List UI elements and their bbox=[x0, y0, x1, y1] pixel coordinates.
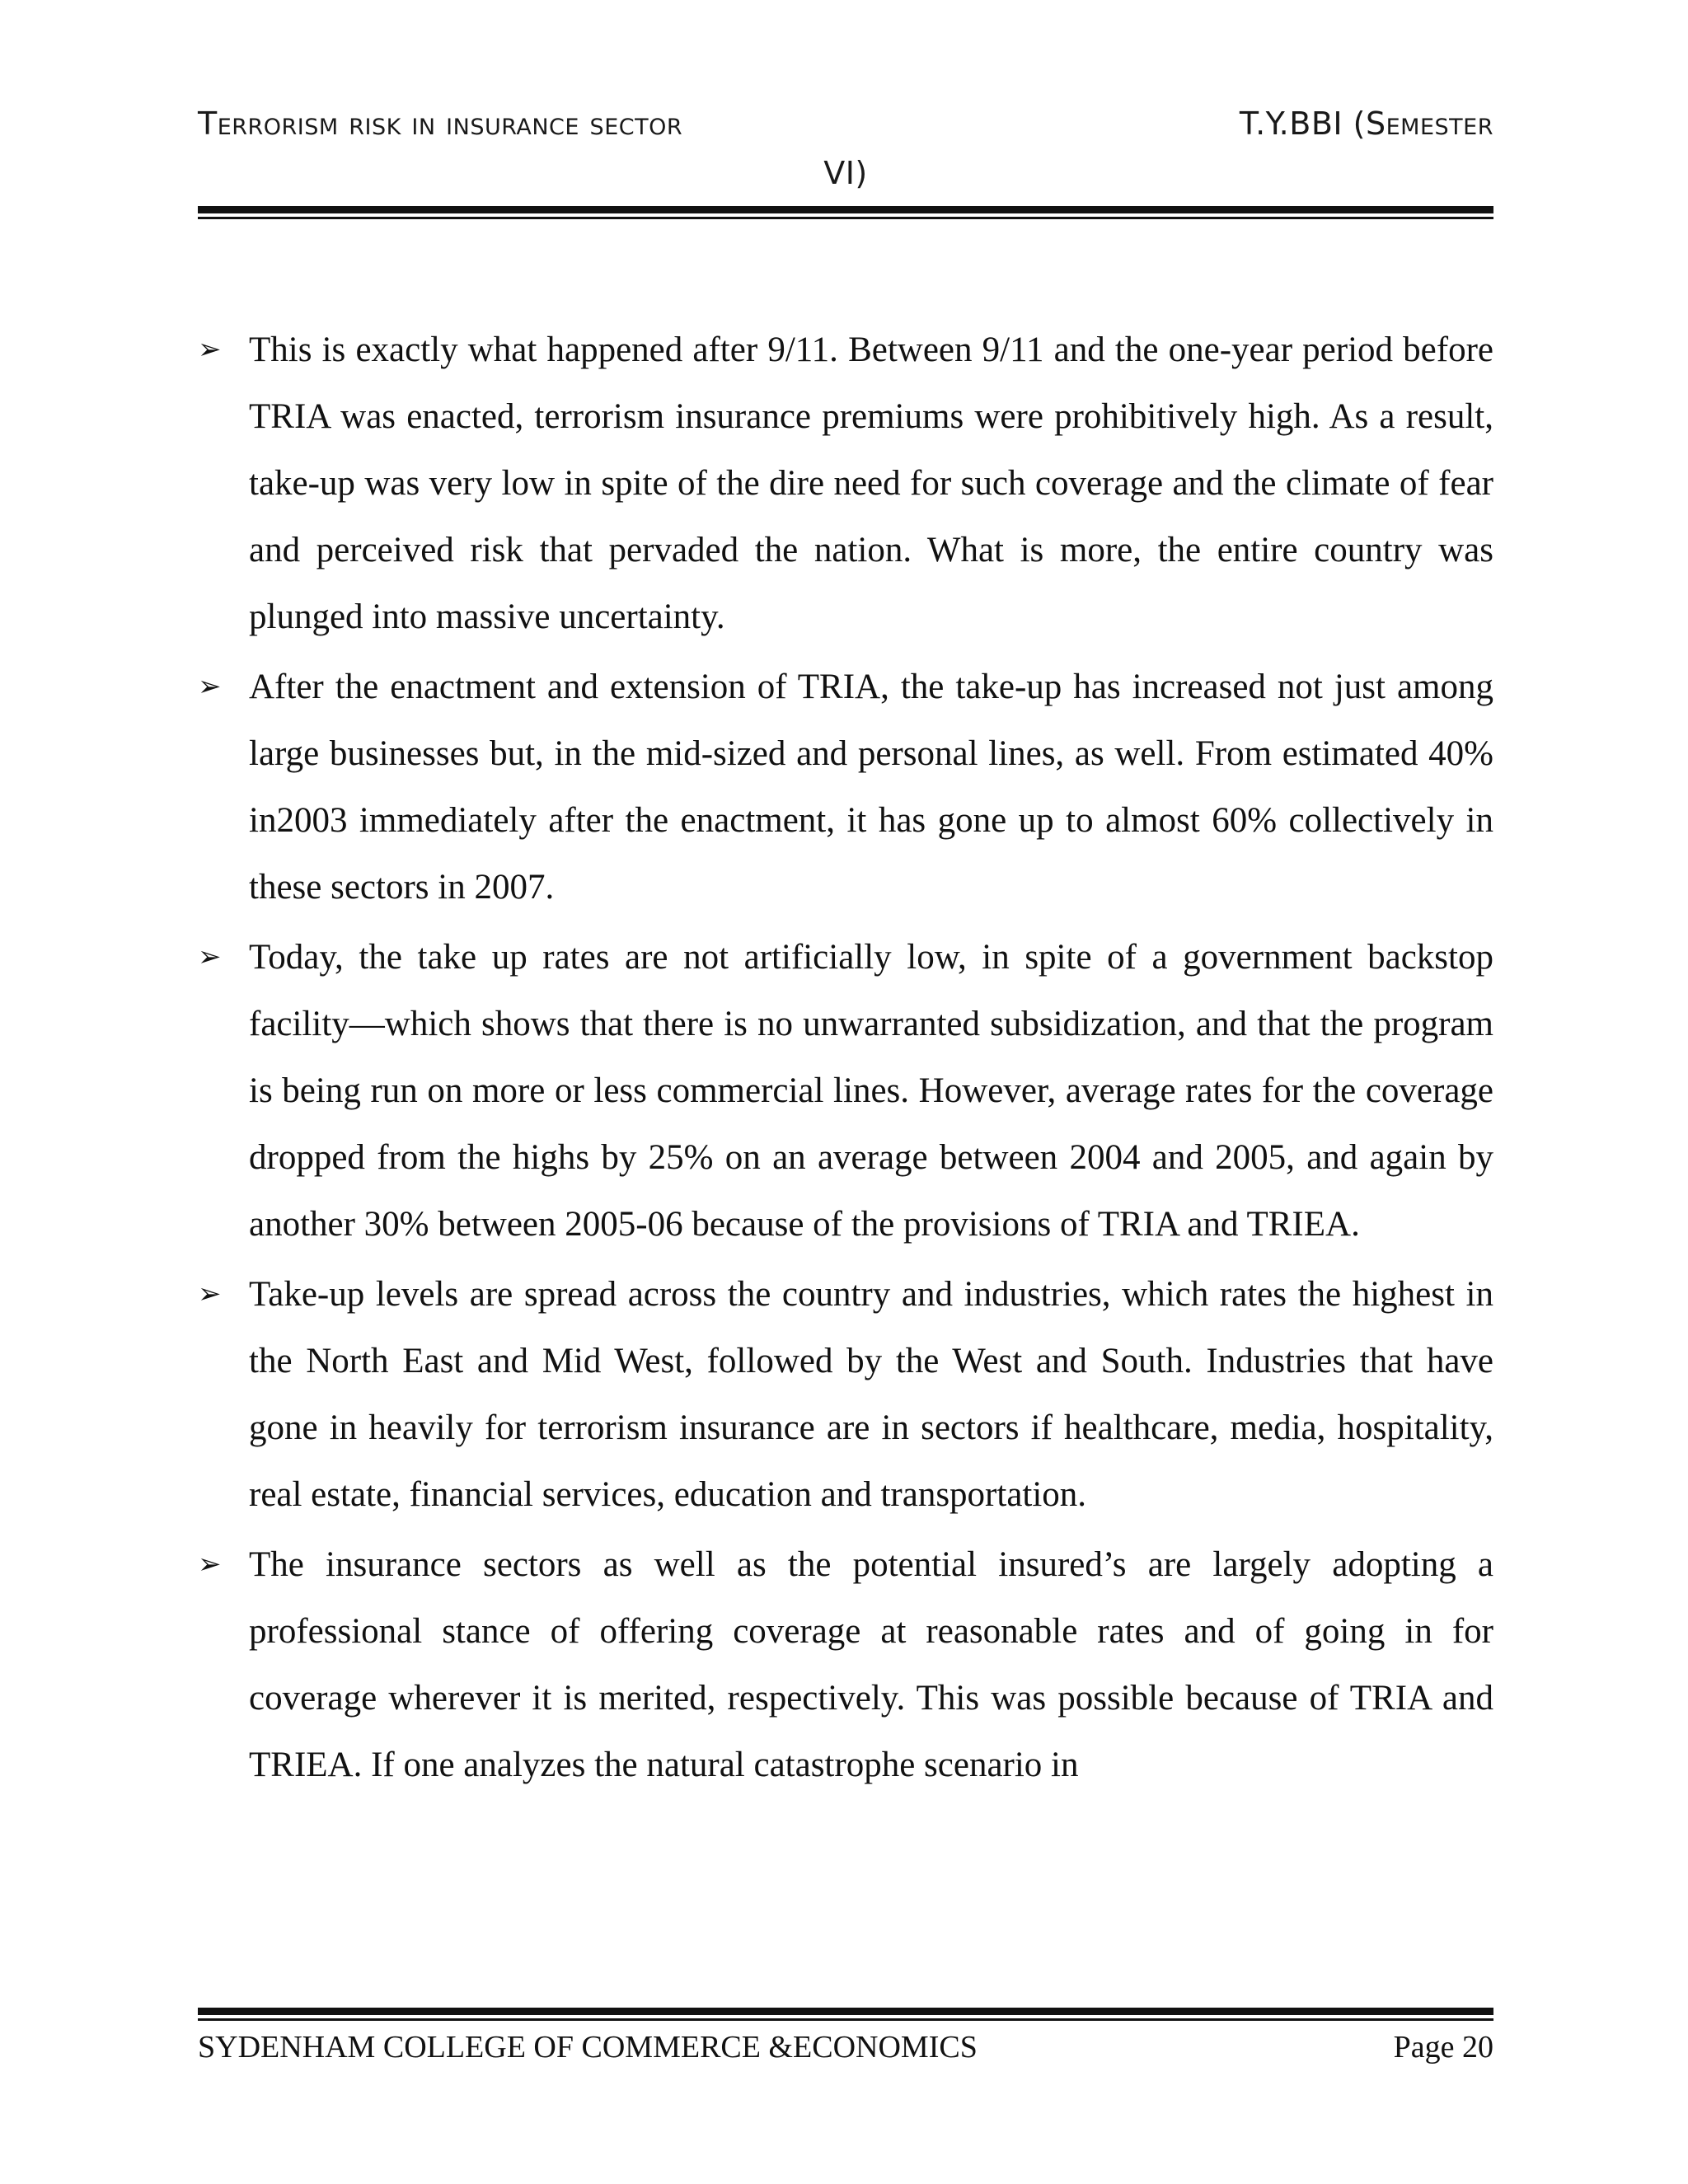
page-header bbox=[198, 105, 1493, 204]
header-course-label-continued: VI) bbox=[823, 155, 868, 191]
header-document-title: Terrorism risk in insurance sector bbox=[198, 105, 683, 142]
arrow-bullet-icon: ➢ bbox=[198, 1277, 222, 1310]
header-course-label: T.Y.BBI (Semester bbox=[1239, 105, 1493, 142]
footer-rule-thick bbox=[198, 2008, 1493, 2015]
page-footer bbox=[198, 2029, 1493, 2079]
header-rule-thick bbox=[198, 206, 1493, 213]
bullet-text: This is exactly what happened after 9/11. Between 9/11 and the one-year period before TRIA was enacted, terrorism insurance premiums were prohibitively high. As a result, take-up was very low in spite of the dire need for such coverage and the climate of fear and perceived risk that pervaded the nation. What is more, the entire country was plunged into massive uncertainty. bbox=[249, 330, 1493, 636]
arrow-bullet-icon: ➢ bbox=[198, 333, 222, 366]
bullet-item bbox=[198, 1261, 1493, 1528]
bullet-text: After the enactment and extension of TRIA, the take-up has increased not just among large businesses but, in the mid-sized and personal lines, as well. From estimated 40% in2003 immediately after the enactment, it has gone up to almost 60% collectively in these sectors in 2007. bbox=[249, 668, 1493, 907]
bullet-text: Today, the take up rates are not artificially low, in spite of a government backstop facility—which shows that there is no unwarranted subsidization, and that the program is being run on more or less commercial lines. However, average rates for the coverage dropped from the highs by 25% on an average between 2004 and 2005, and again by another 30% between 2005-06 because of the provisions of TRIA and TRIEA. bbox=[249, 938, 1493, 1244]
footer-college-name: SYDENHAM COLLEGE OF COMMERCE &ECONOMICS bbox=[198, 2030, 978, 2064]
bullet-text: Take-up levels are spread across the country and industries, which rates the highest in the North East and Mid West, followed by the West and South. Industries that have gone in heavily for terrorism insurance are in sectors if healthcare, media, hospitality, real estate, financial services, education and transportation. bbox=[249, 1275, 1493, 1514]
footer-rule-thin bbox=[198, 2018, 1493, 2021]
bullet-item bbox=[198, 654, 1493, 921]
arrow-bullet-icon: ➢ bbox=[198, 670, 222, 703]
arrow-bullet-icon: ➢ bbox=[198, 940, 222, 973]
page-body bbox=[198, 316, 1493, 1802]
arrow-bullet-icon: ➢ bbox=[198, 1548, 222, 1581]
footer-page-number: Page 20 bbox=[1393, 2030, 1493, 2064]
header-rule-thin bbox=[198, 217, 1493, 219]
bullet-item bbox=[198, 924, 1493, 1258]
bullet-item bbox=[198, 316, 1493, 650]
bullet-item bbox=[198, 1531, 1493, 1798]
bullet-text: The insurance sectors as well as the potential insured’s are largely adopting a professional stance of offering coverage at reasonable rates and of going in for coverage wherever it is merited, respectively. This was possible because of TRIA and TRIEA. If one analyzes the natural catastrophe scenario in bbox=[249, 1545, 1493, 1784]
